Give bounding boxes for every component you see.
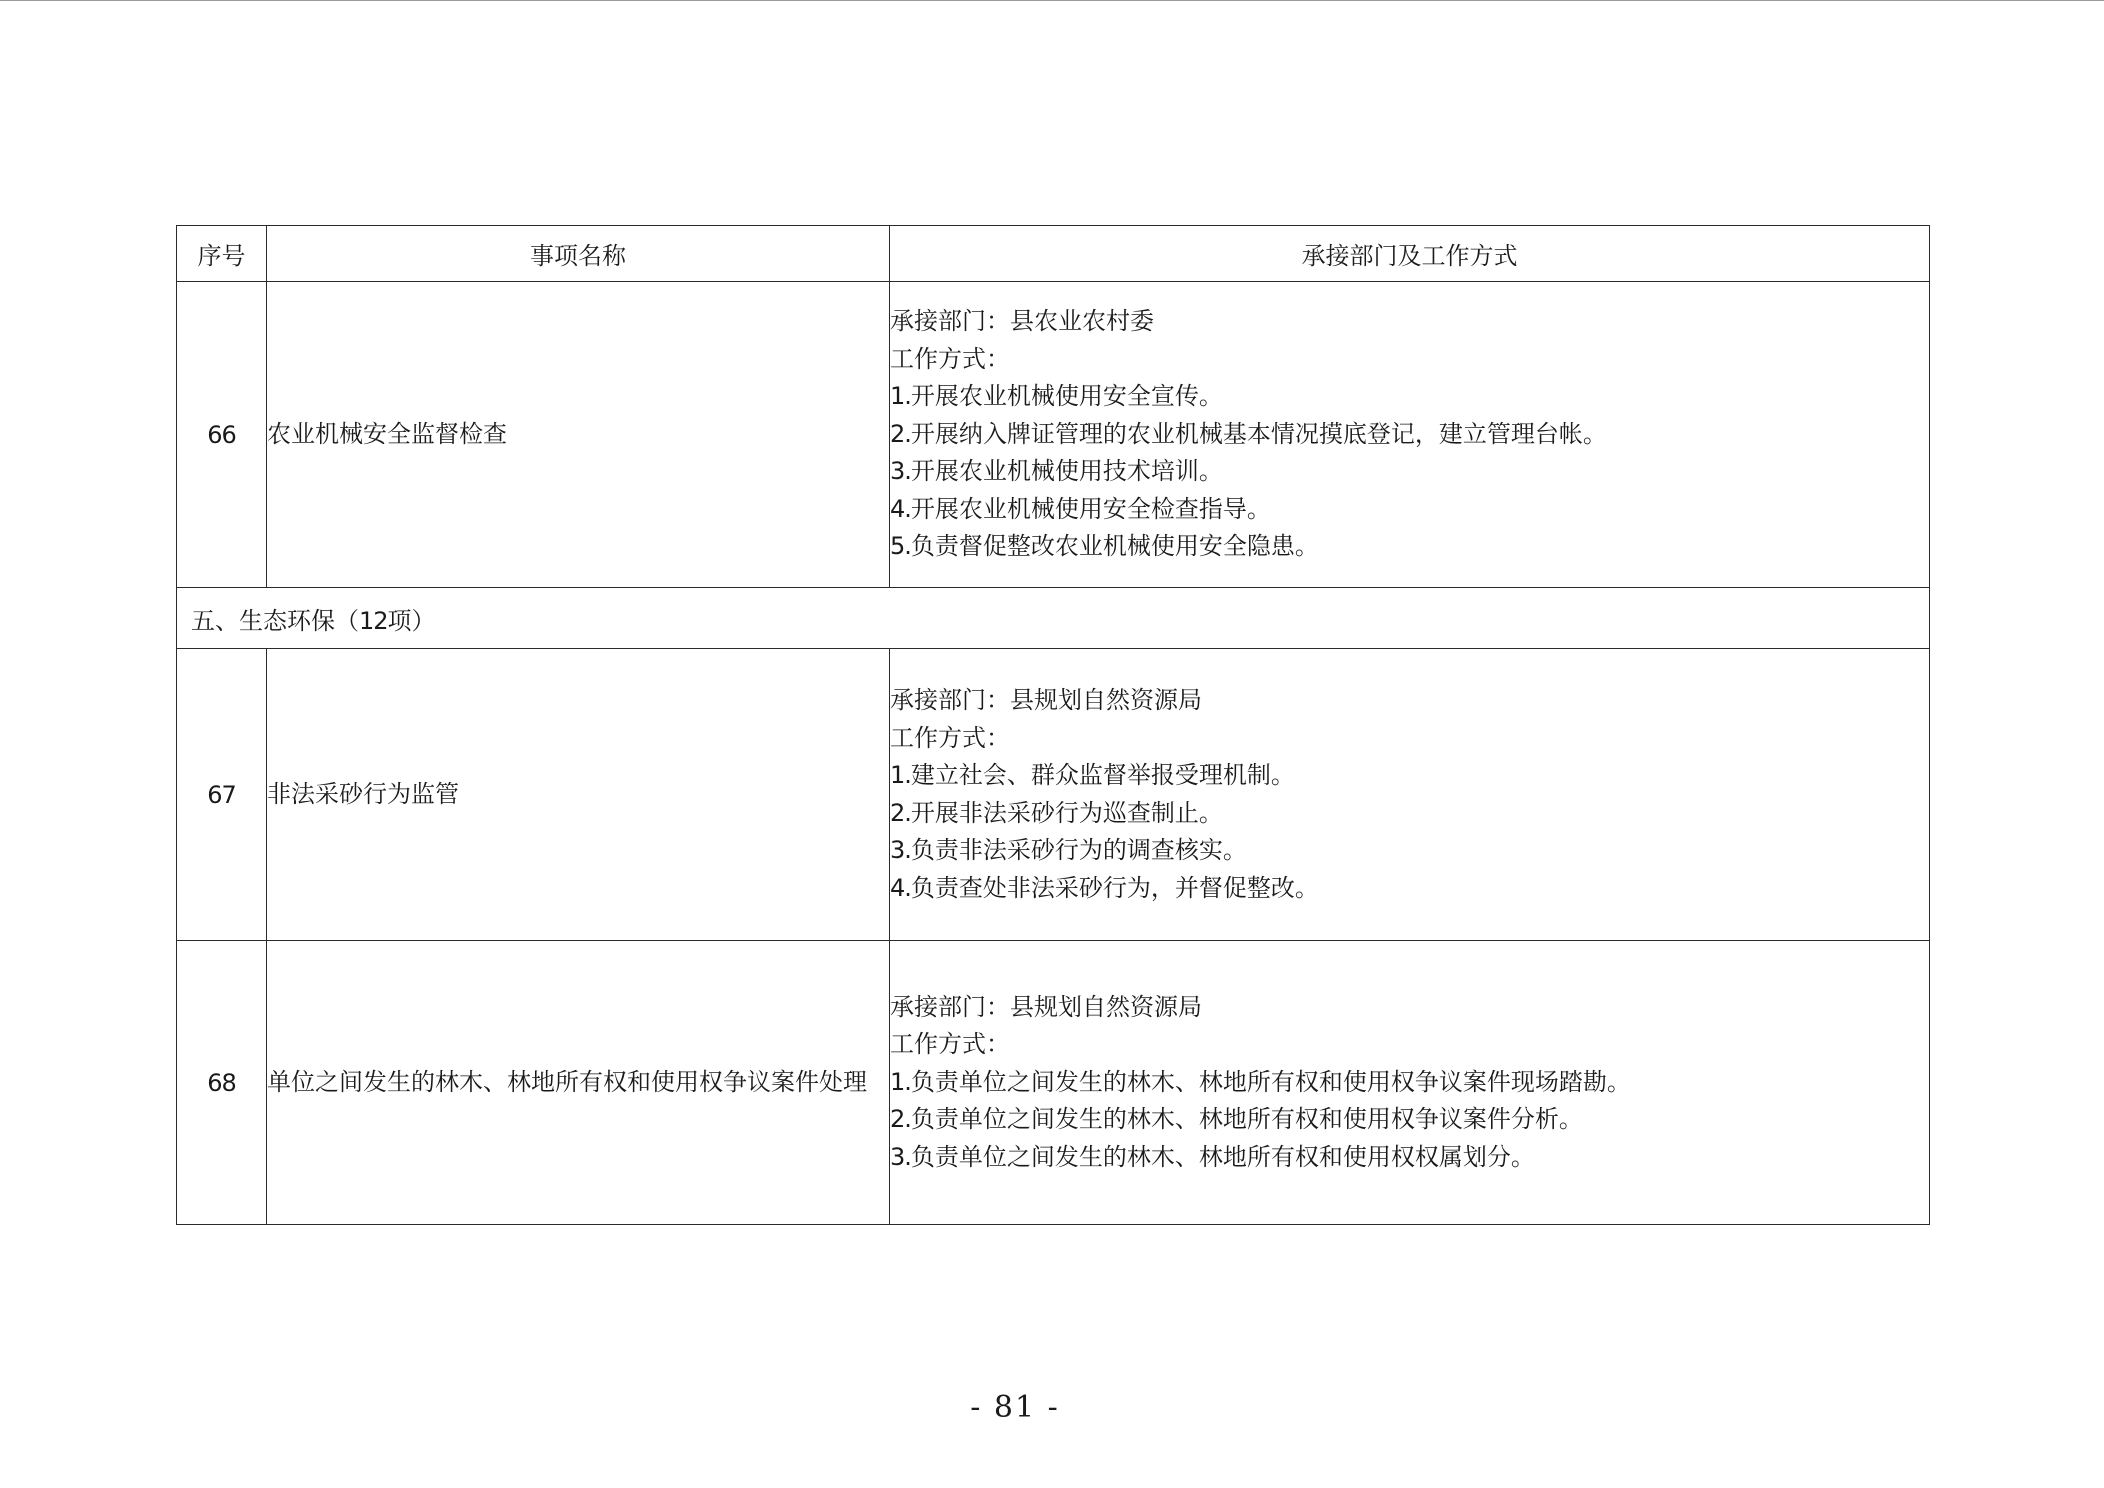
method-item (890, 491, 1929, 529)
method-item-text: 开展农业机械使用安全检查指导。 (910, 494, 1271, 523)
header-item-name: 事项名称 (267, 226, 890, 282)
method-item-text: 开展非法采砂行为巡查制止。 (910, 798, 1223, 827)
method-item-text: 开展纳入牌证管理的农业机械基本情况摸底登记，建立管理台帐。 (910, 419, 1607, 448)
method-item (890, 1101, 1929, 1139)
section-heading-count: 12 (359, 606, 388, 635)
method-item-number: 1. (890, 1067, 911, 1096)
items-table (176, 225, 1930, 1225)
table-row (177, 282, 1930, 588)
method-item (890, 1139, 1929, 1177)
method-item-text: 负责查处非法采砂行为，并督促整改。 (910, 873, 1319, 902)
department-label: 承接部门：县农业农村委 (890, 307, 1154, 336)
table-row (177, 649, 1930, 941)
department-label: 承接部门：县规划自然资源局 (890, 992, 1202, 1021)
table-header-row (177, 226, 1930, 282)
row-serial-number: 66 (177, 282, 267, 588)
method-item-text: 负责单位之间发生的林木、林地所有权和使用权争议案件分析。 (910, 1105, 1583, 1134)
method-item (890, 416, 1929, 454)
method-item (890, 795, 1929, 833)
method-item (890, 832, 1929, 870)
method-item-text: 负责督促整改农业机械使用安全隐患。 (910, 532, 1319, 561)
method-item-number: 1. (890, 761, 911, 789)
method-item-number: 2. (890, 798, 911, 827)
method-item-number: 3. (890, 836, 911, 864)
page-number: - 81 - (970, 1390, 1060, 1425)
method-item (890, 870, 1929, 908)
method-label: 工作方式： (890, 344, 1010, 373)
row-department-cell (890, 282, 1930, 588)
method-item-number: 4. (890, 873, 911, 902)
method-item-text: 负责单位之间发生的林木、林地所有权和使用权权属划分。 (910, 1142, 1535, 1171)
table-row (177, 941, 1930, 1225)
section-heading-row (177, 588, 1930, 649)
top-border-line (0, 0, 2104, 1)
method-item-number: 2. (890, 1105, 911, 1134)
method-item (890, 1064, 1929, 1102)
row-department-cell (890, 941, 1930, 1225)
method-item (890, 757, 1929, 795)
department-label: 承接部门：县规划自然资源局 (890, 686, 1202, 714)
row-item-name: 农业机械安全监督检查 (267, 282, 890, 588)
header-department-and-method: 承接部门及工作方式 (890, 226, 1930, 282)
row-item-name: 单位之间发生的林木、林地所有权和使用权争议案件处理 (267, 941, 890, 1225)
method-item-number: 5. (890, 532, 911, 561)
section-heading (177, 588, 1930, 649)
method-item-number: 3. (890, 1142, 911, 1171)
row-item-name: 非法采砂行为监管 (267, 649, 890, 941)
method-item (890, 528, 1929, 566)
header-serial-number: 序号 (177, 226, 267, 282)
section-heading-prefix: 五、生态环保（ (191, 606, 359, 635)
row-serial-number: 68 (177, 941, 267, 1225)
method-item-text: 负责非法采砂行为的调查核实。 (910, 836, 1247, 864)
method-item-number: 4. (890, 494, 911, 523)
section-heading-suffix: 项） (387, 606, 436, 635)
method-label: 工作方式： (890, 723, 1010, 752)
method-item-text: 开展农业机械使用技术培训。 (910, 457, 1223, 486)
row-department-cell (890, 649, 1930, 941)
method-item (890, 453, 1929, 491)
method-item (890, 378, 1929, 416)
row-serial-number: 67 (177, 649, 267, 941)
method-item-text: 开展农业机械使用安全宣传。 (910, 382, 1223, 411)
method-item-number: 3. (890, 457, 911, 486)
method-item-text: 建立社会、群众监督举报受理机制。 (910, 761, 1295, 789)
method-label: 工作方式： (890, 1030, 1010, 1059)
method-item-number: 2. (890, 419, 911, 448)
method-item-number: 1. (890, 382, 911, 411)
method-item-text: 负责单位之间发生的林木、林地所有权和使用权争议案件现场踏勘。 (910, 1067, 1631, 1096)
